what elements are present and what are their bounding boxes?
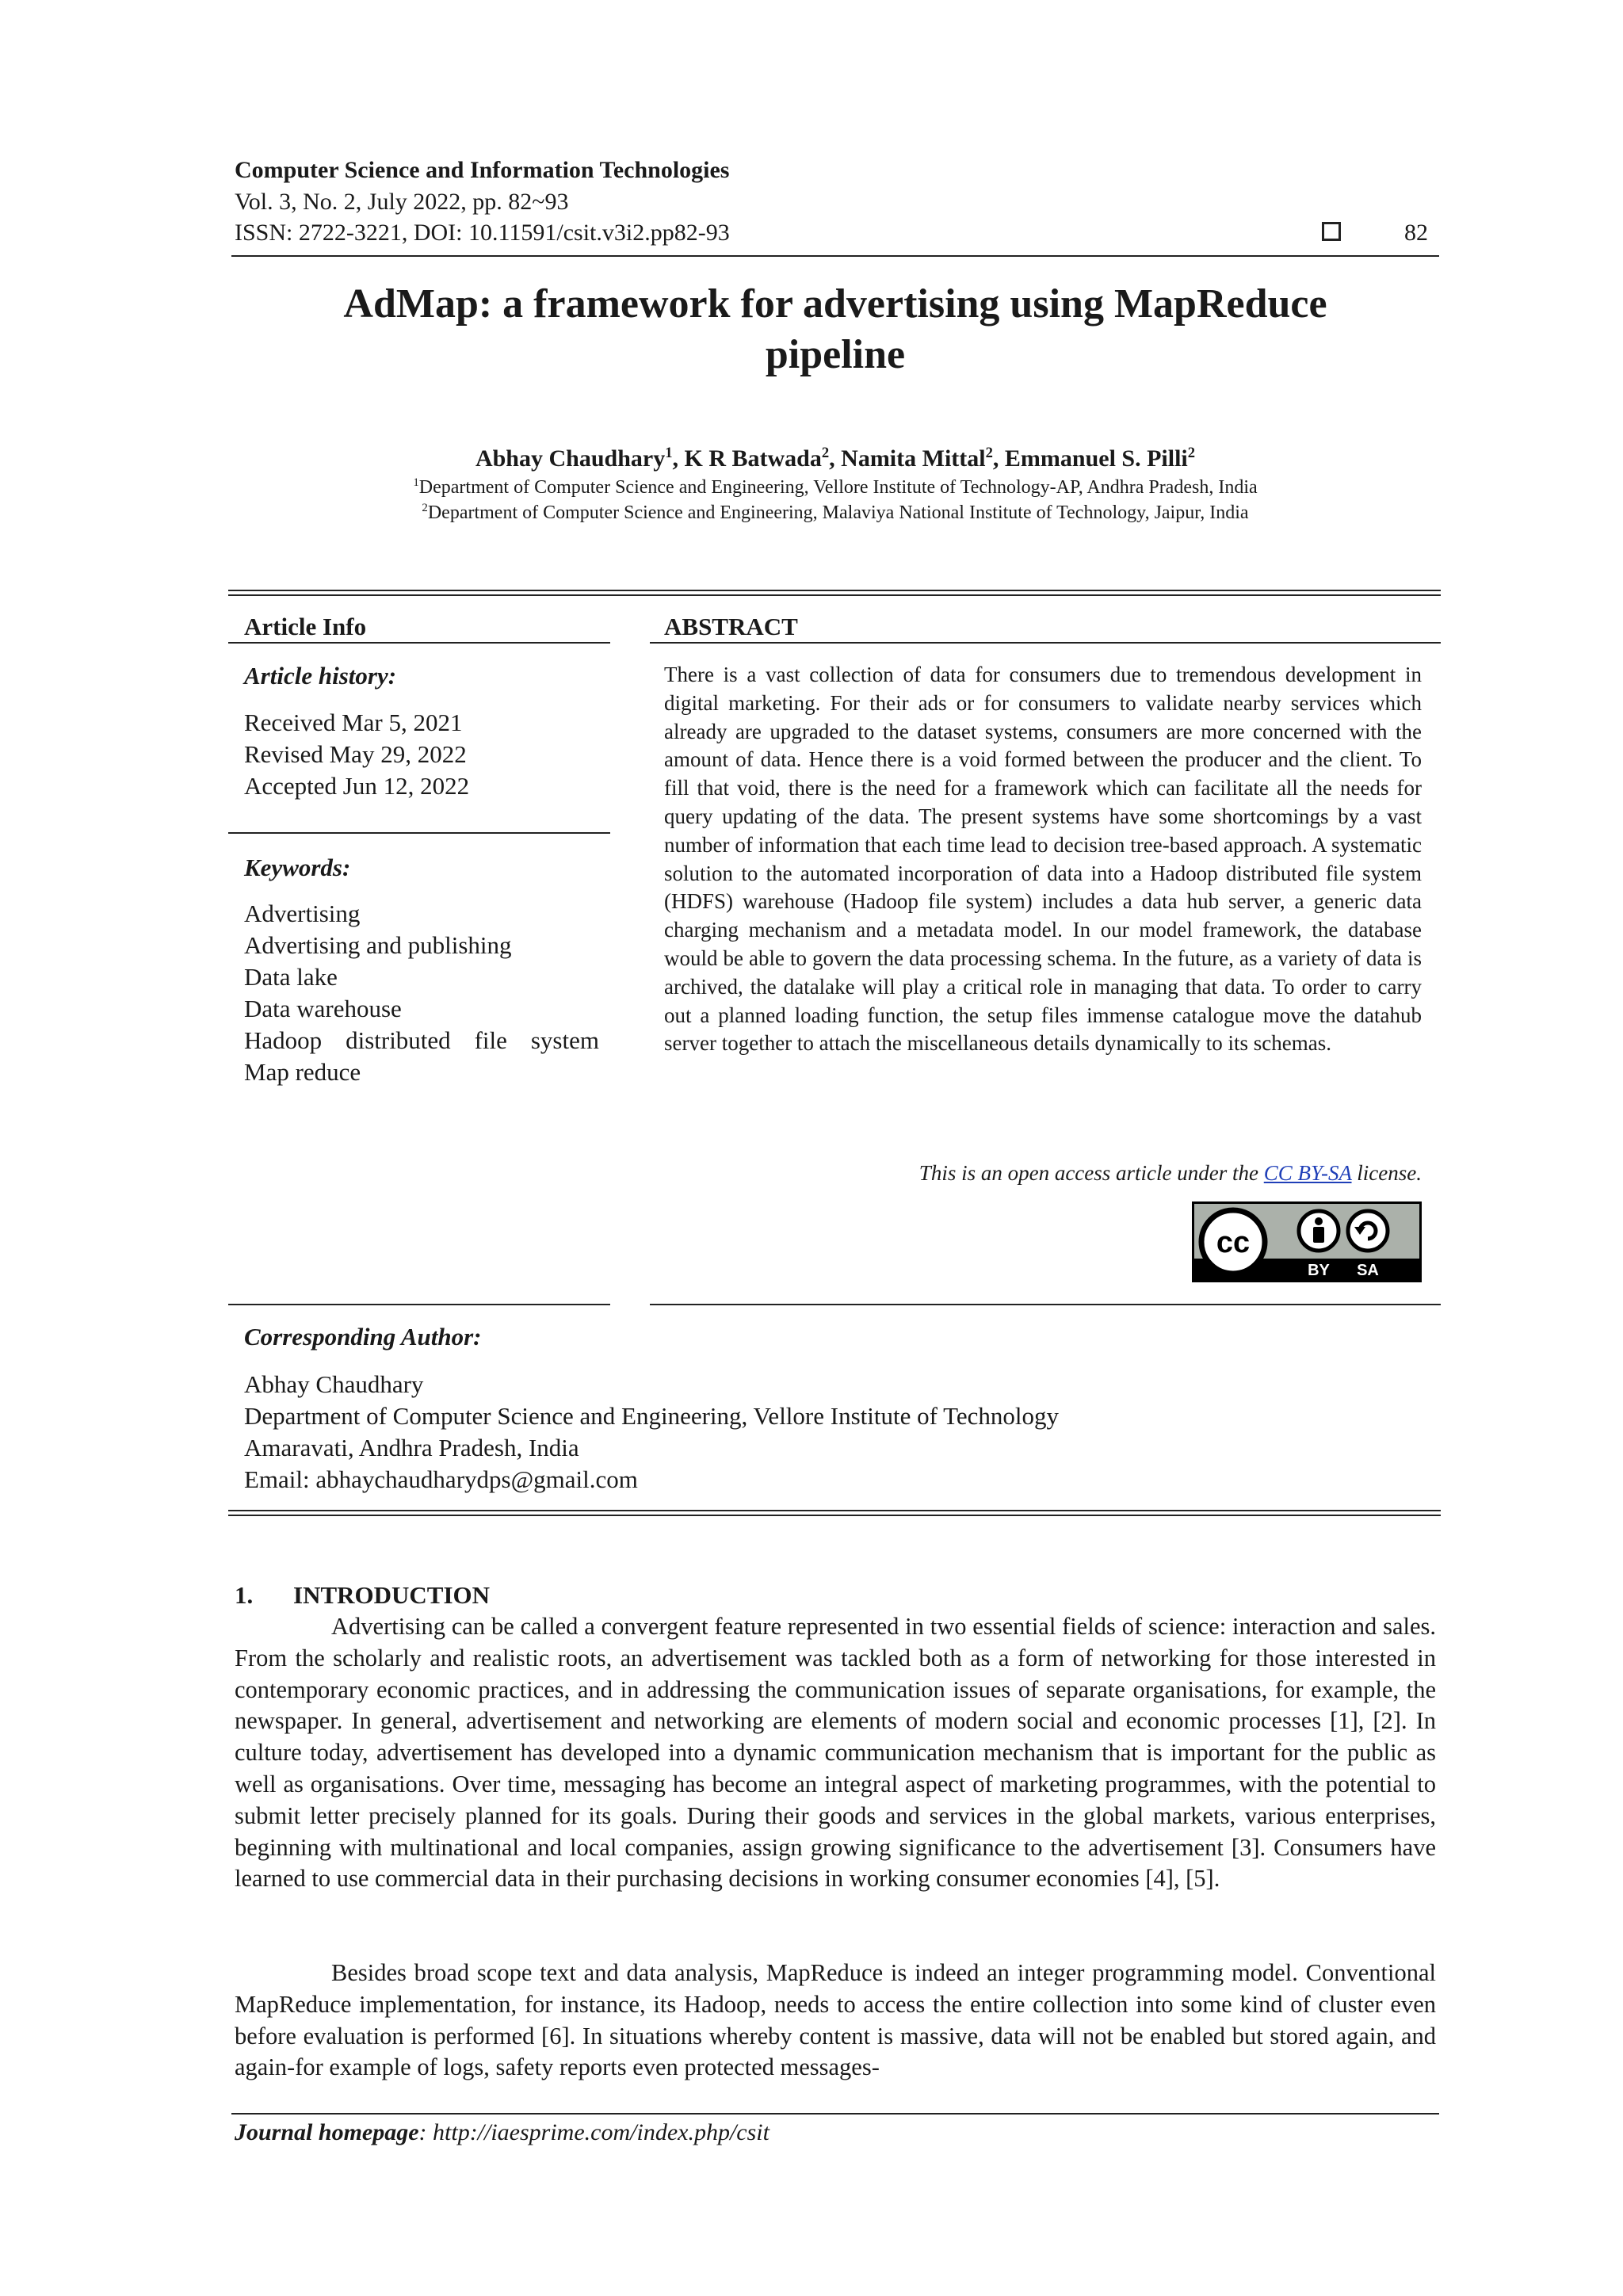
- history-accepted: Accepted Jun 12, 2022: [244, 772, 470, 800]
- license-statement: [664, 1159, 1422, 1187]
- section-heading-introduction: [235, 1580, 490, 1610]
- intro-paragraph-1: [235, 1611, 1436, 1895]
- cc-by-sa-link[interactable]: CC BY-SA: [1263, 1161, 1352, 1185]
- paragraph-text: Advertising can be called a convergent feature represented in two essential fields of science: interaction and sales. From the scholarly and realistic roots, an advertisement was tackled both as a form of networking for those interested in contemporary economic practices, and in addressing the communication issues of separate organisations, for example, the newspaper. In general, advertisement and networking are elements of modern social and economic processes [1], [2]. In culture today, advertisement has developed into a dynamic communication mechanism that is important for the public as well as organisations. Over time, messaging has become an integral aspect of marketing programmes, with the potential to submit letter precisely planned for its goals. During their goods and services in the global markets, various enterprises, beginning with multinational and local companies, assign growing significance to the advertisement [3]. Consumers have learned to use commercial data in their purchasing decisions in working consumer economies [4], [5].: [235, 1613, 1436, 1893]
- paragraph-text: Besides broad scope text and data analysis, MapReduce is indeed an integer programming model. Conventional MapReduce implementation, for instance, its Hadoop, needs to access the entire collection into some kind of cluster even before evaluation is performed [6]. In situations whereby content is massive, data will not be enabled but stored again, and again-for example of logs, safety reports even protected messages-: [235, 1959, 1436, 2081]
- history-rule: [228, 832, 610, 834]
- sa-share-alike-icon: [1348, 1211, 1388, 1251]
- corresponding-author-details: [244, 1369, 1059, 1496]
- author-affil-sup: 2: [985, 445, 993, 461]
- author-list: [235, 444, 1436, 474]
- author-name: Abhay Chaudhary: [475, 445, 666, 472]
- keyword-item: Data warehouse: [244, 995, 402, 1022]
- abstract-column-bottom-rule: [650, 1304, 1441, 1305]
- affiliation-1: [235, 476, 1436, 499]
- author-name: Emmanuel S. Pilli: [1004, 445, 1188, 472]
- journal-issn-doi: ISSN: 2722-3221, DOI: 10.11591/csit.v3i2.pp82-93: [235, 220, 730, 246]
- info-box-top-rule: [228, 590, 1441, 591]
- author-separator: ,: [992, 445, 1005, 472]
- author-name: K R Batwada: [684, 445, 822, 472]
- history-revised: Revised May 29, 2022: [244, 740, 467, 768]
- keywords-list: [244, 898, 599, 1088]
- keyword-item: Data lake: [244, 963, 338, 991]
- page-number: 82: [1404, 220, 1428, 246]
- keyword-word: Hadoop: [244, 1026, 323, 1054]
- corresponding-author-heading: Corresponding Author:: [244, 1323, 482, 1350]
- abstract-heading: ABSTRACT: [664, 613, 798, 640]
- article-info-heading: Article Info: [244, 613, 367, 640]
- author-name: Namita Mittal: [841, 445, 986, 472]
- header-rule: [231, 255, 1439, 257]
- keyword-item: Advertising and publishing: [244, 931, 512, 959]
- corresponding-author-department: Department of Computer Science and Engineering, Vellore Institute of Technology: [244, 1402, 1060, 1430]
- keywords-heading: Keywords:: [244, 854, 351, 881]
- info-box-bottom-rule-2: [228, 1515, 1441, 1516]
- abstract-text: There is a vast collection of data for consumers due to tremendous development in digital marketing. For their ads or for consumers to validate nearby services which already are upgraded to the dataset systems, consumers are more concerned with the amount of data. Hence there is a void formed between the producer and the client. To fill that void, there is the need for a framework which can facilitate all the needs for query updating of the data. The present systems have some shortcomings by a vast number of information that each time lead to decision tree-based approach. A systematic solution to the automated incorporation of data into a Hadoop distributed file system (HDFS) warehouse (Hadoop file system) includes a data hub server, a generic data charging mechanism and a metadata model. In our model framework, the database would be able to govern the data processing schema. In the future, as a variety of data is archived, the datalake will play a critical role in managing that data. To order to carry out a planned loading function, the setup files immense catalogue move the datahub server together to attach the miscellaneous details dynamically to its schemas.: [664, 663, 1422, 1056]
- section-title: INTRODUCTION: [293, 1581, 491, 1609]
- journal-homepage: [235, 2118, 769, 2148]
- author-affil-sup: 2: [821, 445, 830, 461]
- author-affil-sup: 2: [1187, 445, 1196, 461]
- info-box-top-rule-2: [228, 594, 1441, 596]
- homepage-url[interactable]: : http://iaesprime.com/index.php/csit: [418, 2119, 769, 2145]
- journal-name: Computer Science and Information Technologies: [235, 157, 730, 183]
- article-history-list: [244, 707, 469, 802]
- license-suffix: license.: [1351, 1161, 1422, 1185]
- title-line-1: AdMap: a framework for advertising using MapReduce: [343, 281, 1327, 327]
- author-affil-sup: 1: [665, 445, 673, 461]
- journal-volume: Vol. 3, No. 2, July 2022, pp. 82~93: [235, 189, 569, 215]
- cc-label: cc: [1216, 1226, 1251, 1259]
- checkbox-square-icon: [1322, 222, 1341, 241]
- abstract-rule: [650, 642, 1441, 644]
- info-box-bottom-rule: [228, 1510, 1441, 1511]
- cc-by-sa-badge[interactable]: [1192, 1201, 1422, 1282]
- keyword-word: file: [474, 1026, 507, 1054]
- by-label: BY: [1308, 1262, 1330, 1279]
- affiliation-sup: 1: [413, 476, 419, 489]
- affiliation-text: Department of Computer Science and Engineering, Vellore Institute of Technology-AP, Andhra Pradesh, India: [418, 477, 1258, 498]
- affiliation-text: Department of Computer Science and Engineering, Malaviya National Institute of Technology, Jaipur, India: [427, 502, 1249, 523]
- affiliation-2: [235, 501, 1436, 525]
- corresponding-author-email[interactable]: Email: abhaychaudharydps@gmail.com: [244, 1465, 638, 1493]
- history-received: Received Mar 5, 2021: [244, 709, 463, 736]
- cc-badge-graphic: [1192, 1201, 1422, 1282]
- corresponding-author-location: Amaravati, Andhra Pradesh, India: [244, 1434, 579, 1461]
- corresponding-author-name: Abhay Chaudhary: [244, 1370, 424, 1398]
- keyword-item: Map reduce: [244, 1058, 361, 1086]
- info-column-bottom-rule: [228, 1304, 610, 1305]
- article-info-rule: [228, 642, 610, 644]
- article-history-heading: Article history:: [244, 662, 397, 690]
- sa-label: SA: [1357, 1262, 1379, 1279]
- intro-paragraph-2: [235, 1958, 1436, 2084]
- keyword-word: distributed: [346, 1026, 451, 1054]
- keyword-item: Advertising: [244, 900, 361, 927]
- section-number: 1.: [235, 1581, 254, 1609]
- by-person-body: [1313, 1227, 1324, 1243]
- homepage-label: Journal homepage: [235, 2119, 419, 2145]
- by-person-head: [1315, 1217, 1323, 1225]
- author-separator: ,: [829, 445, 842, 472]
- license-prefix: This is an open access article under the: [918, 1161, 1264, 1185]
- paper-title: [235, 279, 1436, 380]
- affiliation-sup: 2: [422, 502, 428, 514]
- title-line-2: pipeline: [765, 332, 906, 377]
- footer-rule: [231, 2113, 1439, 2115]
- author-separator: ,: [672, 445, 685, 472]
- keyword-word: system: [530, 1026, 599, 1054]
- keyword-item: [244, 1025, 599, 1056]
